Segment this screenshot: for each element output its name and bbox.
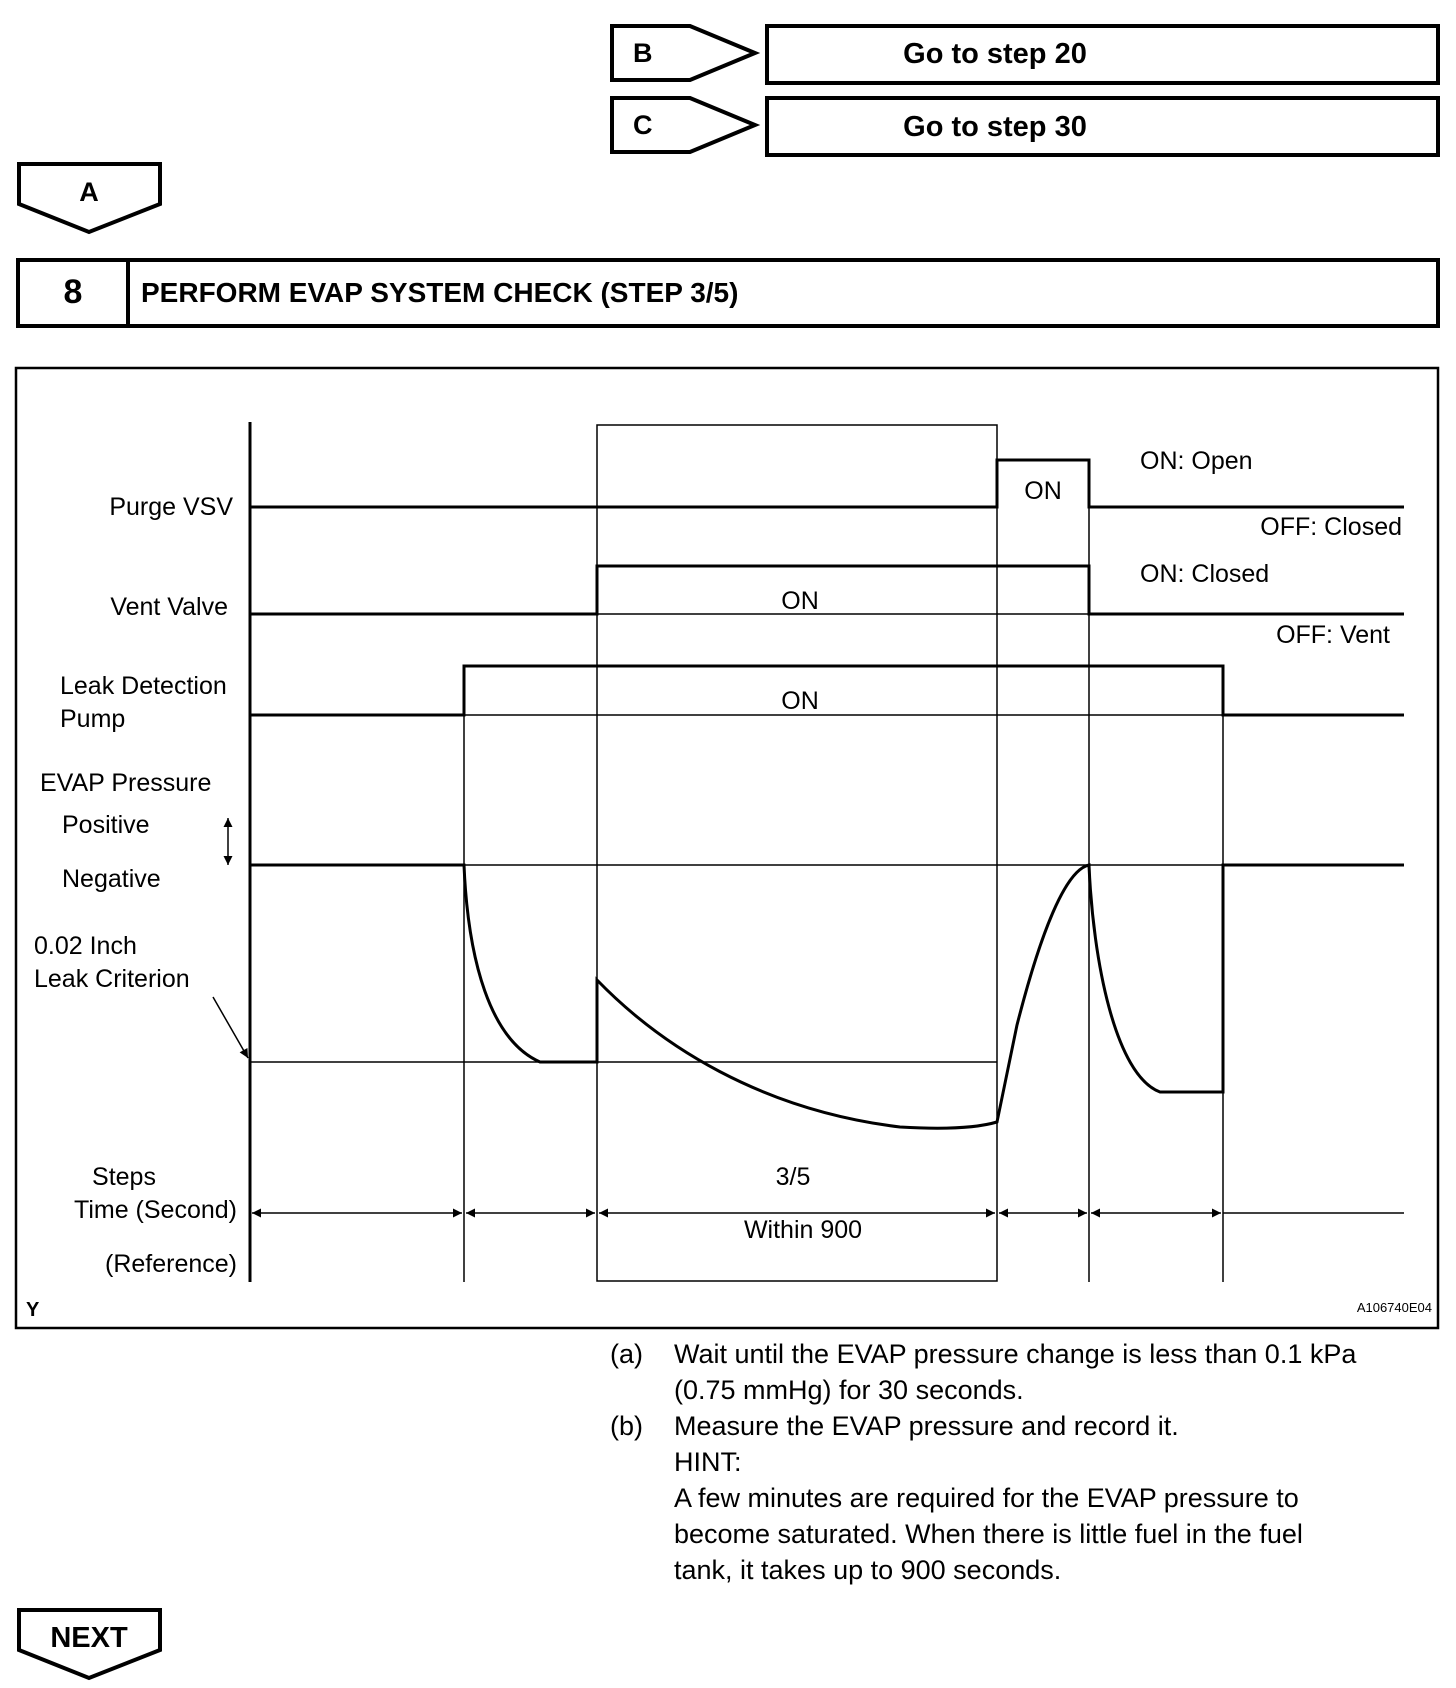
- criterion-label-line1: 0.02 Inch: [34, 932, 137, 960]
- branch-b-box: [767, 26, 1438, 83]
- step-number: 8: [63, 273, 83, 311]
- hint-text: A few minutes are required for the EVAP pressure to: [674, 1483, 1299, 1513]
- purge-on-state: ON: [1024, 477, 1062, 505]
- pump-on-state: ON: [781, 687, 819, 715]
- criterion-pointer-arrow: [213, 997, 248, 1058]
- hint-text: become saturated. When there is little fuel in the fuel: [674, 1519, 1303, 1549]
- result-a-label: A: [79, 177, 99, 207]
- instruction-label: (b): [610, 1411, 643, 1441]
- branch-c-box: [767, 98, 1438, 155]
- instruction-item: [610, 1408, 1440, 1444]
- pump-label-line2: Pump: [60, 705, 126, 733]
- evap-pressure-curve: [250, 865, 1404, 1128]
- pump-signal: [250, 666, 1404, 715]
- time-label: Time (Second): [73, 1196, 237, 1224]
- branch-b[interactable]: [612, 26, 1438, 83]
- result-a-tag[interactable]: [19, 164, 160, 232]
- instruction-list: [610, 1336, 1440, 1588]
- hint-label: HINT:: [674, 1447, 742, 1477]
- evap-pressure-label: EVAP Pressure: [40, 769, 212, 797]
- steps-label: Steps: [92, 1163, 156, 1191]
- corner-mark: Y: [26, 1299, 40, 1321]
- instruction-text: (0.75 mmHg) for 30 seconds.: [674, 1375, 1024, 1405]
- step-header: [18, 260, 1438, 326]
- timing-diagram: [16, 368, 1438, 1328]
- purge-off-desc: OFF: Closed: [1260, 513, 1402, 541]
- instruction-text: Wait until the EVAP pressure change is less than 0.1 kPa: [674, 1339, 1357, 1369]
- next-tag[interactable]: [19, 1610, 160, 1678]
- pump-label-line1: Leak Detection: [60, 672, 227, 700]
- vent-valve-label: Vent Valve: [110, 593, 228, 621]
- reference-label: (Reference): [105, 1250, 237, 1278]
- branch-c-target: Go to step 30: [903, 111, 1087, 143]
- branch-b-letter: B: [633, 38, 653, 68]
- vent-off-desc: OFF: Vent: [1276, 621, 1390, 649]
- instruction-item: [610, 1336, 1440, 1408]
- purge-on-desc: ON: Open: [1140, 447, 1253, 475]
- purge-vsv-label: Purge VSV: [109, 493, 233, 521]
- instruction-text: Measure the EVAP pressure and record it.: [674, 1411, 1179, 1441]
- step-fraction: 3/5: [775, 1163, 811, 1191]
- branch-c-letter: C: [633, 110, 653, 140]
- criterion-label-line2: Leak Criterion: [34, 965, 190, 993]
- instruction-label: (a): [610, 1339, 643, 1369]
- branch-b-target: Go to step 20: [903, 38, 1087, 70]
- time-limit: Within 900: [743, 1216, 863, 1244]
- hint-text: tank, it takes up to 900 seconds.: [674, 1555, 1062, 1585]
- figure-id: A106740E04: [1356, 1300, 1432, 1315]
- positive-label: Positive: [62, 811, 150, 839]
- step-title: PERFORM EVAP SYSTEM CHECK (STEP 3/5): [141, 277, 739, 308]
- negative-label: Negative: [62, 865, 161, 893]
- vent-on-state: ON: [781, 587, 819, 615]
- vent-on-desc: ON: Closed: [1140, 560, 1270, 588]
- hint-block: [610, 1444, 1440, 1588]
- next-label: NEXT: [50, 1622, 128, 1654]
- branch-c[interactable]: [612, 98, 1438, 155]
- step-window: [597, 425, 997, 1281]
